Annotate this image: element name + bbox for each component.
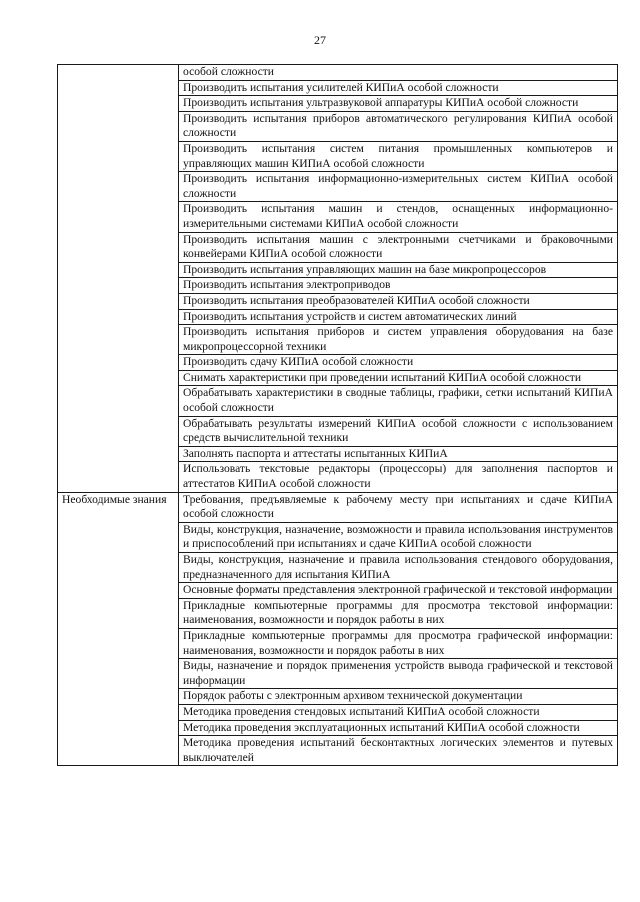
skill-item: Производить испытания информационно-измерительных систем КИПиА особой сложности — [179, 172, 618, 202]
skill-item: Производить испытания усилителей КИПиА особой сложности — [179, 80, 618, 96]
knowledge-item: Виды, конструкция, назначение, возможности и правила использования инструментов и приспособлений при испытаниях и сдаче КИПиА особой сложности — [179, 522, 618, 552]
knowledge-item: Методика проведения стендовых испытаний КИПиА особой сложности — [179, 704, 618, 720]
competency-table — [57, 64, 618, 766]
skill-item: Производить испытания систем питания промышленных компьютеров и управляющих машин КИПиА особой сложности — [179, 141, 618, 171]
table-row — [58, 65, 618, 81]
skill-item: особой сложности — [179, 65, 618, 81]
knowledge-item: Порядок работы с электронным архивом технической документации — [179, 689, 618, 705]
skill-item: Производить испытания машин и стендов, оснащенных информационно-измерительными системами КИПиА особой сложности — [179, 202, 618, 232]
skill-item: Снимать характеристики при проведении испытаний КИПиА особой сложности — [179, 370, 618, 386]
skill-item: Производить испытания машин с электронными счетчиками и браковочными конвейерами КИПиА особой сложности — [179, 232, 618, 262]
knowledge-label: Необходимые знания — [58, 492, 179, 766]
skill-item: Производить испытания приборов и систем управления оборудования на базе микропроцессорной техники — [179, 325, 618, 355]
skills-label-cell — [58, 65, 179, 493]
table-row — [58, 492, 618, 522]
knowledge-item: Виды, назначение и порядок применения устройств вывода графической и текстовой информации — [179, 659, 618, 689]
knowledge-item: Основные форматы представления электронной графической и текстовой информации — [179, 583, 618, 599]
knowledge-item: Виды, конструкция, назначение и правила использования стендового оборудования, предназначенного для испытания КИПиА — [179, 553, 618, 583]
knowledge-item: Прикладные компьютерные программы для просмотра графической информации: наименования, возможности и порядок работы в них — [179, 628, 618, 658]
skill-item: Производить испытания ультразвуковой аппаратуры КИПиА особой сложности — [179, 96, 618, 112]
skill-item: Производить испытания электроприводов — [179, 278, 618, 294]
skill-item: Использовать текстовые редакторы (процессоры) для заполнения паспортов и аттестатов КИПиА особой сложности — [179, 462, 618, 492]
skill-item: Обрабатывать характеристики в сводные таблицы, графики, сетки испытаний КИПиА особой сложности — [179, 386, 618, 416]
knowledge-item: Требования, предъявляемые к рабочему месту при испытаниях и сдаче КИПиА особой сложности — [179, 492, 618, 522]
skill-item: Производить испытания управляющих машин на базе микропроцессоров — [179, 262, 618, 278]
skill-item: Производить испытания приборов автоматического регулирования КИПиА особой сложности — [179, 111, 618, 141]
knowledge-item: Методика проведения эксплуатационных испытаний КИПиА особой сложности — [179, 720, 618, 736]
skill-item: Производить испытания преобразователей КИПиА особой сложности — [179, 293, 618, 309]
skill-item: Обрабатывать результаты измерений КИПиА особой сложности с использованием средств вычислительной техники — [179, 416, 618, 446]
skill-item: Производить испытания устройств и систем автоматических линий — [179, 309, 618, 325]
page-number: 27 — [314, 33, 326, 47]
knowledge-item: Методика проведения испытаний бесконтактных логических элементов и путевых выключателей — [179, 736, 618, 766]
knowledge-item: Прикладные компьютерные программы для просмотра текстовой информации: наименования, возможности и порядок работы в них — [179, 598, 618, 628]
skill-item: Заполнять паспорта и аттестаты испытанных КИПиА — [179, 446, 618, 462]
skill-item: Производить сдачу КИПиА особой сложности — [179, 355, 618, 371]
